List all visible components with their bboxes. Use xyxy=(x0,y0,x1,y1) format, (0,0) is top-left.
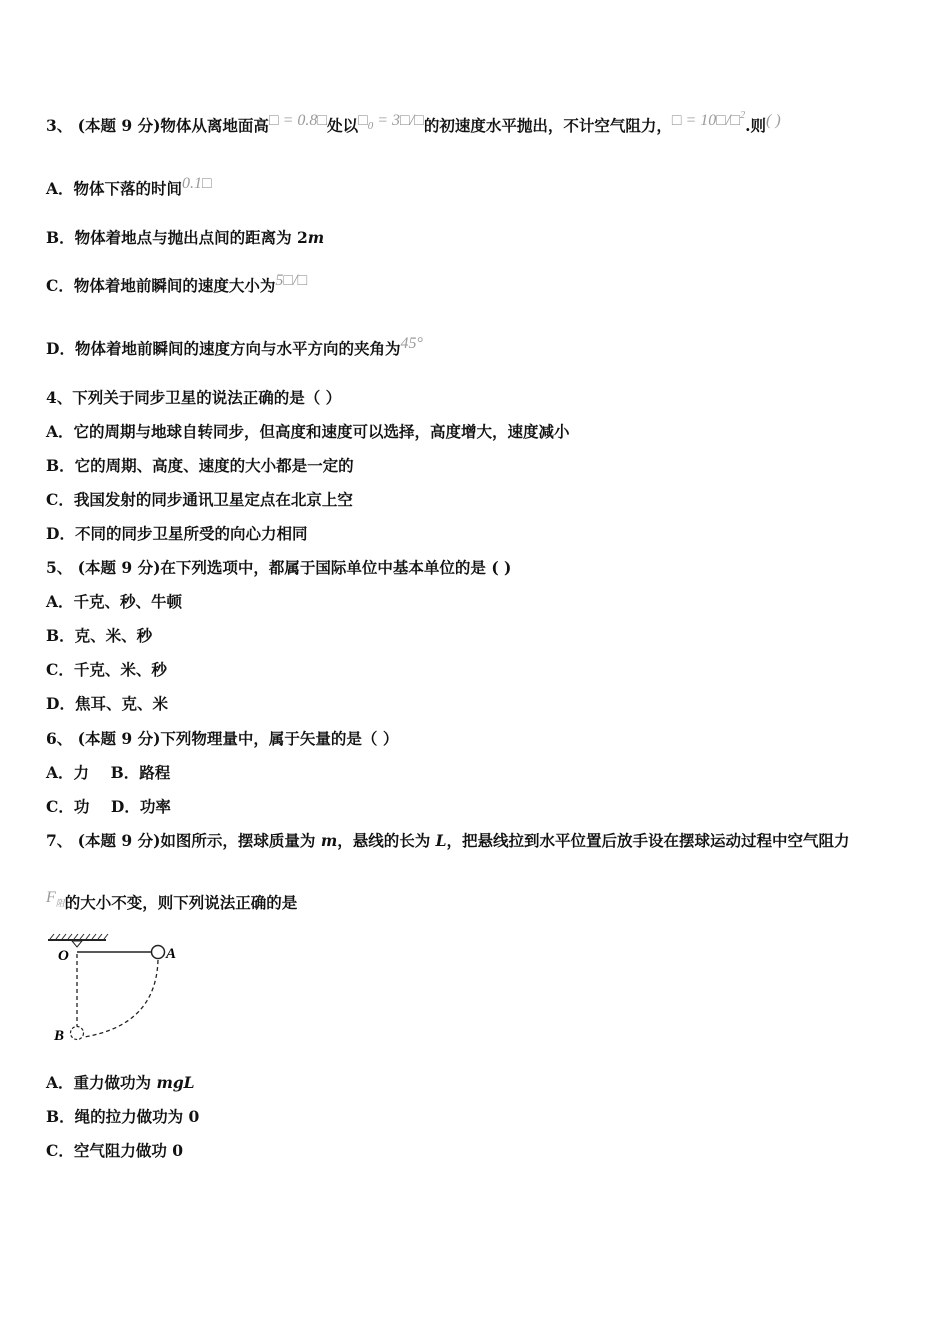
q3-answer-paren: ( ) xyxy=(765,112,781,129)
q7-option-c: C．空气阻力做功 0 xyxy=(46,1141,184,1160)
q3-option-b-text: B．物体着地点与抛出点间的距离为 2 xyxy=(46,228,308,247)
ball-at-A xyxy=(152,946,165,959)
q3-stem-part2: 处以 xyxy=(327,116,359,135)
q6-options-ab: A．力 B．路程 xyxy=(46,763,171,782)
pivot-mark xyxy=(72,941,82,947)
q4-option-d: D．不同的同步卫星所受的向心力相同 xyxy=(46,524,308,543)
q4-option-c: C．我国发射的同步通讯卫星定点在北京上空 xyxy=(46,490,353,509)
q3-stem-part1: 3、 (本题 9 分)物体从离地面高 xyxy=(46,116,269,135)
q4-option-b: B．它的周期、高度、速度的大小都是一定的 xyxy=(46,456,354,475)
q3-option-c-formula: 5□/□ xyxy=(275,272,308,289)
q6-stem: 6、 (本题 9 分)下列物理量中，属于矢量的是（ ） xyxy=(46,729,399,748)
q7-option-b: B．绳的拉力做功为 0 xyxy=(46,1107,200,1126)
q7-drag-force-symbol: $F_阻$ xyxy=(46,889,65,908)
label-B: B xyxy=(54,1028,65,1044)
q5-stem: 5、 (本题 9 分)在下列选项中，都属于国际单位中基本单位的是 ( ) xyxy=(46,558,512,577)
q7-var-L: L xyxy=(435,831,447,850)
pendulum-diagram xyxy=(44,930,194,1050)
ball-at-B xyxy=(71,1027,84,1040)
q3-option-c-text: C．物体着地前瞬间的速度大小为 xyxy=(46,276,276,295)
q7-stem-line2: $F_阻$的大小不变，则下列说法正确的是 xyxy=(46,889,298,912)
q3-option-d-formula: 45° xyxy=(400,335,423,352)
q3-height-formula: □ = 0.8□ xyxy=(268,112,328,129)
swing-arc-dashed xyxy=(84,960,158,1037)
q4-stem: 4、下列关于同步卫星的说法正确的是（ ） xyxy=(46,388,342,407)
q7-option-a-formula: mgL xyxy=(156,1073,195,1092)
q3-option-b-unit: m xyxy=(307,228,325,247)
q7-stem-line1: 7、 (本题 9 分)如图所示，摆球质量为 m，悬线的长为 L，把悬线拉到水平位置后放手设在摆球运动过程中空气阻力 xyxy=(46,831,850,850)
q5-option-b: B．克、米、秒 xyxy=(46,626,153,645)
q5-option-d: D．焦耳、克、米 xyxy=(46,694,168,713)
ceiling-hatching xyxy=(50,934,108,939)
q3-option-b xyxy=(46,228,324,248)
q3-option-a-formula: 0.1□ xyxy=(182,175,212,192)
label-A: A xyxy=(166,946,177,962)
q5-option-c: C．千克、米、秒 xyxy=(46,660,167,679)
q3-option-d xyxy=(46,335,423,360)
q3-gravity-formula: □ = 10□/□$^2$ xyxy=(671,110,746,129)
q6-options-cd: C．功 D．功率 xyxy=(46,797,171,816)
label-O: O xyxy=(58,948,69,964)
q3-option-d-text: D．物体着地前瞬间的速度方向与水平方向的夹角为 xyxy=(46,339,401,358)
q3-stem xyxy=(46,110,781,139)
q3-option-a xyxy=(46,175,212,200)
q3-option-c xyxy=(46,272,308,297)
q5-option-a: A．千克、秒、牛顿 xyxy=(46,592,183,611)
q3-stem-part4: .则 xyxy=(745,116,766,135)
q7-option-a xyxy=(46,1073,195,1093)
q7-option-a-text: A．重力做功为 xyxy=(46,1073,157,1092)
q3-stem-part3: 的初速度水平抛出，不计空气阻力， xyxy=(423,116,672,135)
q3-velocity-formula: $□_0$ = 3□/□ xyxy=(358,112,424,132)
q7-var-m: m xyxy=(320,831,338,850)
q3-option-a-text: A．物体下落的时间 xyxy=(46,179,183,198)
q4-option-a: A．它的周期与地球自转同步，但高度和速度可以选择，高度增大，速度减小 xyxy=(46,422,570,441)
